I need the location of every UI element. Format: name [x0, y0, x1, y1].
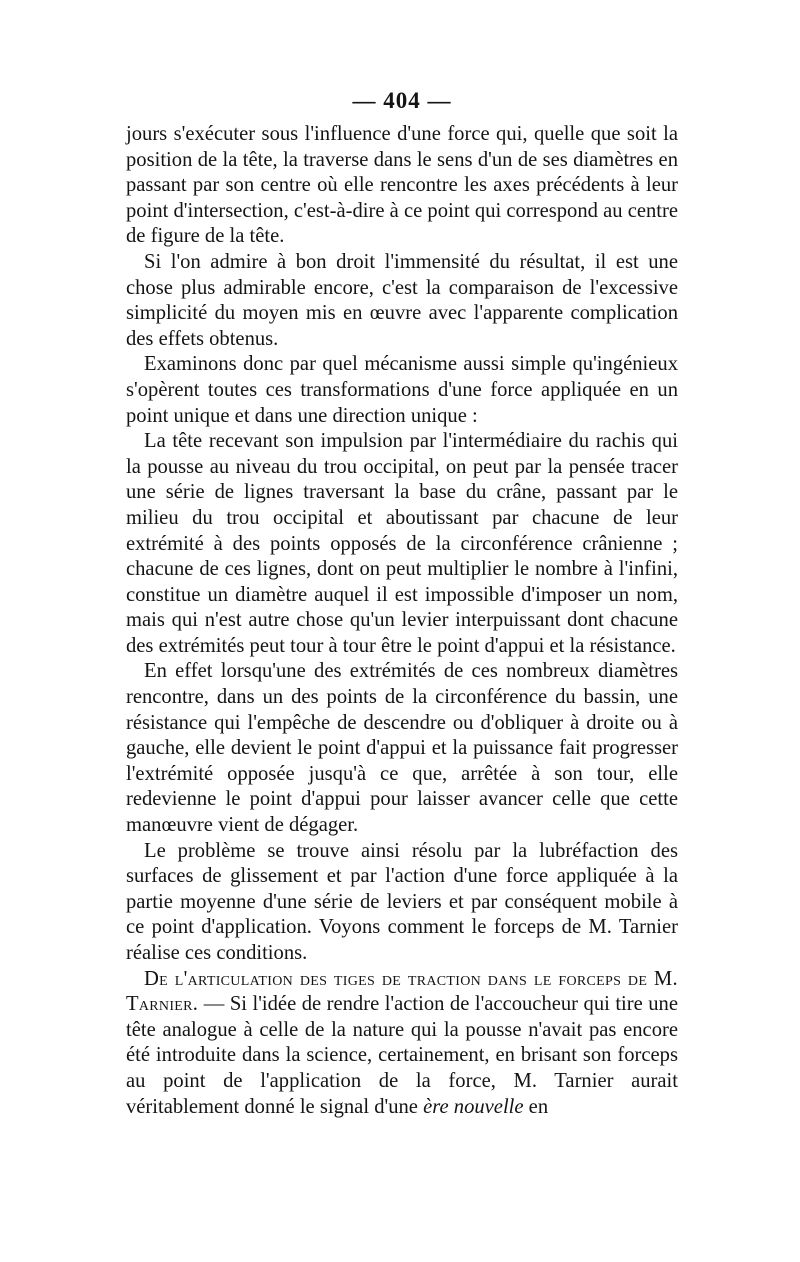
- book-page: [126, 86, 678, 1120]
- paragraph-resistance: En effet lorsqu'une des extrémités de ces nombreux diamètres rencontre, dans un des points de la circonférence du bassin, une résistance qui l'empêche de descendre ou d'obliquer à droite ou à gauche, elle devient le point d'appui et la puissance fait progresser l'extrémité opposée jusqu'à ce que, arrêtée à son tour, elle redevienne le point d'appui pour laisser avancer celle que cette manœuvre vient de dégager.: [126, 660, 678, 837]
- paragraph-mechanism-intro: Examinons donc par quel mécanisme aussi simple qu'ingénieux s'opèrent toutes ces transformations d'une force appliquée en un point unique et dans une direction unique :: [126, 353, 678, 427]
- page-number: — 404 —: [352, 88, 452, 113]
- section-paragraph: [126, 967, 678, 1121]
- section-italic-phrase: ère nouvelle: [423, 1095, 524, 1118]
- section-heading: De l'articulation des tiges de traction dans le forceps de M. Tarnier.: [126, 967, 678, 1016]
- paragraph-admiration: Si l'on admire à bon droit l'immensité du résultat, il est une chose plus admirable encore, c'est la comparaison de l'excessive simplicité du moyen mis en œuvre avec l'apparente complication des effets obtenus.: [126, 250, 678, 350]
- paragraph-lever-lines: La tête recevant son impulsion par l'intermédiaire du rachis qui la pousse au niveau du trou occipital, on peut par la pensée tracer une série de lignes traversant la base du crâne, passant par le milieu du trou occipital et aboutissant par chacune de leur extrémité à des points opposés de la circonférence crânienne ; chacune de ces lignes, dont on peut multiplier le nombre à l'infini, constitue un diamètre auquel il est impossible d'imposer un nom, mais qui n'est autre chose qu'un levier interpuissant dont chacune des extrémités peut tour à tour être le point d'appui et la résistance.: [126, 430, 678, 657]
- section-text-end: en: [523, 1095, 549, 1118]
- paragraph-continuation: jours s'exécuter sous l'influence d'une force qui, quelle que soit la position de la tête, la traverse dans le sens d'un de ses diamètres en passant par son centre où elle rencontre les axes précédents à leur point d'intersection, c'est-à-dire à ce point qui correspond au centre de figure de la tête.: [126, 123, 678, 248]
- section-text: — Si l'idée de rendre l'action de l'accoucheur qui tire une tête analogue à celle de la nature qui la pousse n'avait pas encore été introduite dans la science, certainement, en brisant son forceps au point de l'application de la force, M. Tarnier aurait véritablement donné le signal d'une: [126, 993, 678, 1118]
- paragraph-problem-resolved: Le problème se trouve ainsi résolu par la lubréfaction des surfaces de glissement et par l'action d'une force appliquée à la partie moyenne d'une série de leviers et par conséquent mobile à ce point d'application. Voyons comment le forceps de M. Tarnier réalise ces conditions.: [126, 839, 678, 964]
